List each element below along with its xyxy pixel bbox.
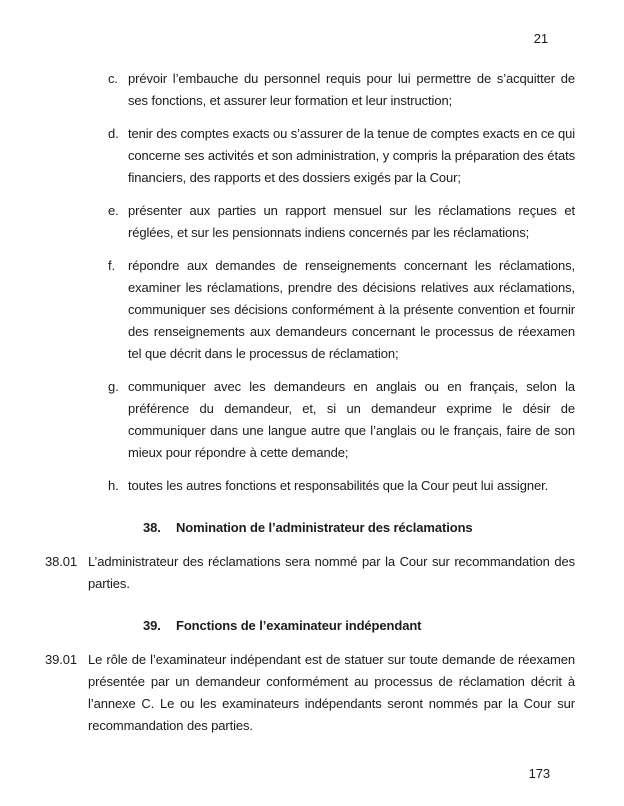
clause-h <box>108 475 575 497</box>
clause-c <box>108 68 575 112</box>
clause-text: communiquer avec les demandeurs en anglais ou en français, selon la préférence du demandeur, et, si un demandeur exprime le désir de communiquer dans une langue autre que l’anglais ou le français, faire de son mieux pour répondre à cette demande; <box>128 379 575 460</box>
section-number: 38. <box>143 520 161 535</box>
clause-label: e. <box>108 203 119 218</box>
section-number: 39. <box>143 618 161 633</box>
section-title: Nomination de l’administrateur des réclamations <box>176 520 473 535</box>
page-number-top: 21 <box>533 31 548 46</box>
clause-label: h. <box>108 478 119 493</box>
section-38-heading <box>143 517 575 539</box>
paragraph-number: 38.01 <box>45 554 78 569</box>
clause-text: prévoir l’embauche du personnel requis pour lui permettre de s’acquitter de ses fonctions, et assurer leur formation et leur instruction; <box>128 71 575 108</box>
paragraph-text: L’administrateur des réclamations sera nommé par la Cour sur recommandation des parties. <box>88 554 575 591</box>
clause-label: d. <box>108 126 119 141</box>
clause-d <box>108 123 575 189</box>
document-content <box>0 68 624 747</box>
clause-text: tenir des comptes exacts ou s’assurer de la tenue de comptes exacts en ce qui concerne ses activités et son administration, y compris la préparation des états financiers, des rapports et des dossiers exigés par la Cour; <box>128 126 575 185</box>
clause-label: c. <box>108 71 118 86</box>
clause-e <box>108 200 575 244</box>
clause-label: f. <box>108 258 116 273</box>
section-39 <box>0 615 624 737</box>
paragraph-39-01 <box>45 649 575 737</box>
section-38 <box>0 517 624 595</box>
clause-text: toutes les autres fonctions et responsabilités que la Cour peut lui assigner. <box>128 478 549 493</box>
clause-text: présenter aux parties un rapport mensuel sur les réclamations reçues et réglées, et sur les pensionnats indiens concernés par les réclamations; <box>128 203 575 240</box>
clause-f <box>108 255 575 365</box>
clause-g <box>108 376 575 464</box>
paragraph-38-01 <box>45 551 575 595</box>
clause-text: répondre aux demandes de renseignements concernant les réclamations, examiner les réclamations, prendre des décisions relatives aux réclamations, communiquer ses décisions conformément à la présente convention et fournir des renseignements aux demandeurs concernant le processus de réexamen tel que décrit dans le processus de réclamation; <box>128 258 575 361</box>
section-39-heading <box>143 615 575 637</box>
clause-list <box>108 68 575 497</box>
clause-label: g. <box>108 379 119 394</box>
paragraph-number: 39.01 <box>45 652 78 667</box>
paragraph-text: Le rôle de l’examinateur indépendant est de statuer sur toute demande de réexamen présentée par un demandeur conformément au processus de réclamation décrit à l’annexe C. Le ou les examinateurs indépendants seront nommés par la Cour sur recommandation des parties. <box>88 652 575 733</box>
section-title: Fonctions de l’examinateur indépendant <box>176 618 422 633</box>
page-number-bottom: 173 <box>528 766 550 781</box>
